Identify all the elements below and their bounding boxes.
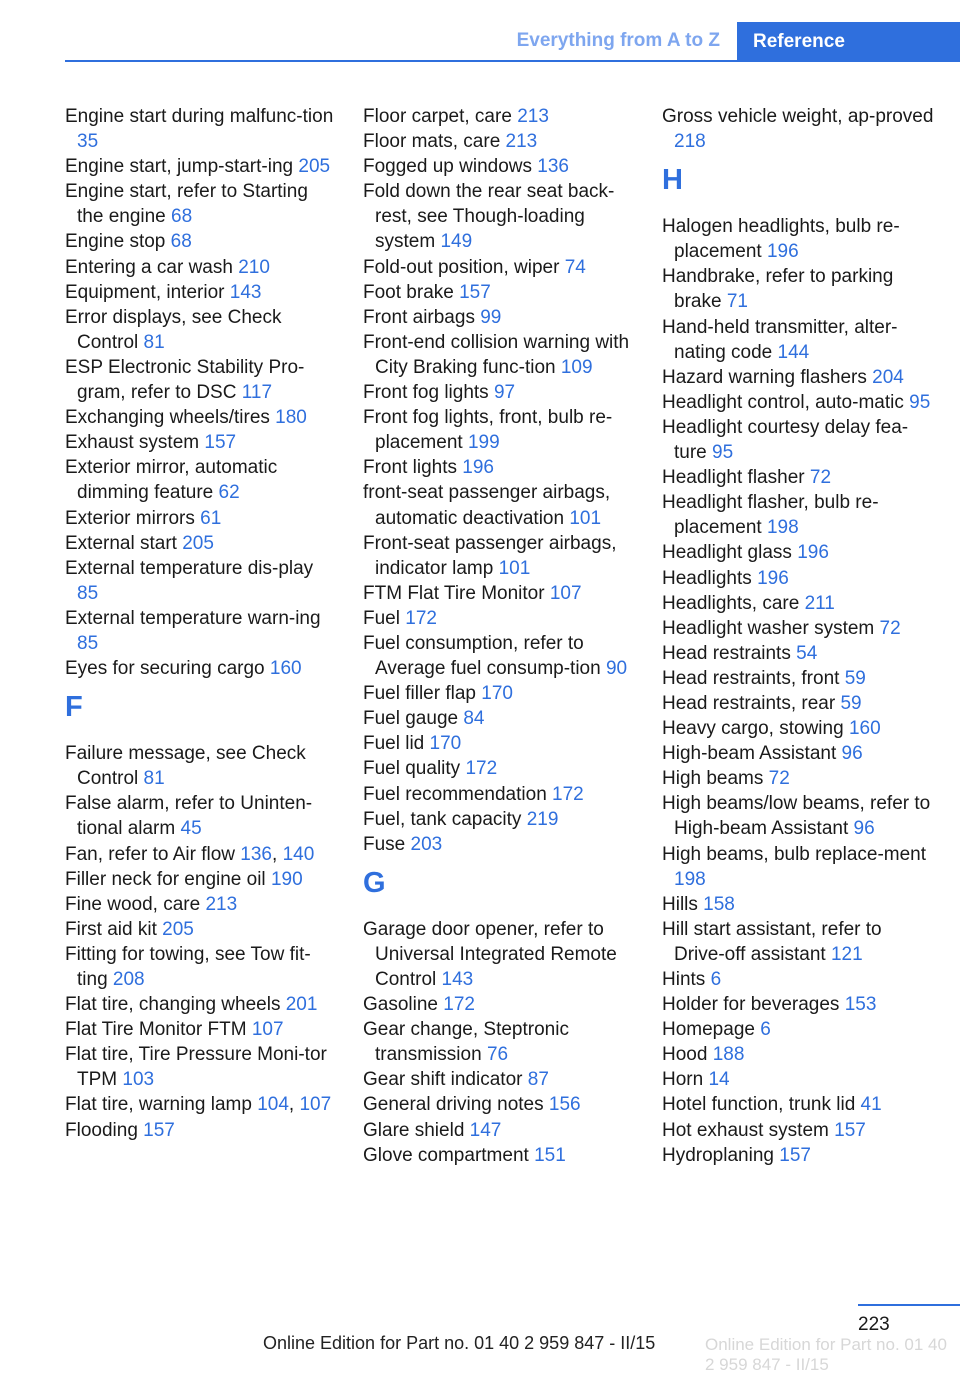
page-link[interactable]: 180 [275,407,307,429]
page-link[interactable]: 205 [298,156,331,178]
index-entry [662,842,934,892]
page-link[interactable]: 198 [766,517,799,539]
index-entry [65,656,337,681]
entry-text: False alarm, refer to Uninten-tional alarm [65,793,313,840]
index-entry [662,264,934,314]
entry-text: Front fog lights [363,382,489,404]
entry-text: Garage door opener, refer to Universal Integrated Remote Control [363,918,617,990]
index-entry [662,892,934,917]
entry-text: Flat tire, Tire Pressure Moni-tor TPM [65,1044,327,1091]
page-link[interactable]: 205 [162,918,194,940]
entry-text: Hood [662,1044,708,1066]
page-link[interactable]: 172 [443,994,475,1016]
page-link[interactable]: 157 [204,432,237,454]
page-link[interactable]: 95 [909,391,931,413]
page-link[interactable]: 196 [757,567,789,589]
section-letter: F [65,691,83,724]
index-entry [65,405,337,430]
entry-text: Hydroplaning [662,1144,774,1166]
index-entry [363,782,635,807]
index-entry [65,556,337,606]
entry-text: Horn [662,1069,704,1091]
page-link[interactable]: 54 [796,642,818,664]
entry-text: General driving notes [363,1094,544,1116]
entry-text: Filler neck for engine oil [65,868,266,890]
page-link[interactable]: 81 [143,768,165,790]
page-number: 223 [858,1314,890,1335]
entry-text: Holder for beverages [662,994,840,1016]
index-entry [662,967,934,992]
section-letter: G [363,866,386,899]
index-entry [65,791,337,841]
section-tab: Reference [737,22,960,62]
index-entry [363,1118,635,1143]
entry-text: Fuel lid [363,733,425,755]
entry-text: Gross vehicle weight, ap-proved [662,106,934,127]
page-link[interactable]: 211 [804,592,835,614]
entry-text: High beams, bulb replace-ment [662,843,927,865]
page-link[interactable]: 85 [77,582,99,604]
index-entry [363,731,635,756]
entry-text: Hints [662,969,706,990]
entry-text: Fan, refer to Air flow [65,843,236,865]
index-entry [65,154,337,179]
entry-text: Hand-held transmitter, alter-nating code [662,316,898,363]
entry-text: Gear shift indicator [363,1069,523,1091]
index-entry [65,1118,337,1143]
index-entry [662,104,934,154]
page-link[interactable]: 84 [463,708,485,730]
index-entry [363,531,635,581]
index-entry [65,104,337,154]
index-entry [363,154,635,179]
index-entry [662,415,934,465]
page-link[interactable]: 74 [564,256,586,278]
entry-text: Hot exhaust system [662,1119,829,1141]
index-entry [65,455,337,505]
entry-text: Flat tire, changing wheels [65,994,281,1016]
index-entry [662,791,934,841]
section-letter: H [662,164,683,197]
page-link[interactable]: 99 [480,306,502,328]
index-entry: Fan, refer to Air flow 136, 140 [65,843,315,865]
index-entry [662,1067,934,1092]
footer-rule [858,1304,960,1306]
entry-text: Front airbags [363,306,475,328]
page-link[interactable]: 149 [440,231,473,253]
page-link[interactable]: 41 [860,1094,882,1116]
page-link[interactable]: 6 [710,969,722,990]
index-entry [65,741,337,791]
entry-text: Exhaust system [65,432,200,454]
entry-text: High-beam Assistant [662,743,837,765]
entry-text: Front fog lights, front, bulb re-placement [363,407,613,454]
page-link[interactable]: 97 [493,382,516,404]
index-entry [363,756,635,781]
entry-text: External temperature warn-ing [65,607,321,629]
entry-text: Engine start, refer to Starting the engine [65,181,308,228]
index-entry [662,1143,934,1168]
index-entry [65,892,337,917]
entry-text: Headlight glass [662,542,792,564]
index-entry [363,832,635,857]
entry-text: Headlights, care [662,592,800,614]
index-entry [363,405,635,455]
entry-text: Fine wood, care [65,893,201,915]
page-link[interactable]: 213 [517,106,549,127]
index-entry [662,917,934,967]
index-entry [65,1017,337,1042]
index-column-3 [662,104,934,1168]
index-entry [363,606,635,631]
entry-text: Eyes for securing cargo [65,658,265,680]
page-link[interactable]: 72 [879,617,901,639]
index-entry [662,766,934,791]
page-link[interactable]: 208 [112,969,145,990]
index-entry [363,1067,635,1092]
page-link[interactable]: 188 [712,1044,745,1066]
page-link[interactable]: 68 [171,206,193,228]
page-link[interactable]: 121 [830,943,863,965]
index-entry [65,917,337,942]
index-entry [363,455,635,480]
index-entry [662,666,934,691]
entry-text: Fuel consumption, refer to Average fuel consump-tion [363,632,601,680]
page-link[interactable]: 201 [285,994,318,1016]
entry-text: Headlights [662,567,752,589]
index-entry [65,531,337,556]
index-entry [662,741,934,766]
page-link[interactable]: 160 [269,658,302,680]
page-link[interactable]: 87 [527,1069,549,1091]
entry-text: Homepage [662,1019,755,1041]
entry-text: Fogged up windows [363,156,532,178]
entry-text: Hotel function, trunk lid [662,1094,856,1116]
entry-text: Hills [662,893,698,915]
index-entry [363,681,635,706]
entry-text: Glove compartment [363,1144,529,1166]
page-link[interactable]: 160 [848,718,881,740]
entry-text: Front-seat passenger airbags, indicator lamp [363,532,617,579]
index-entry [662,1118,934,1143]
entry-text: Headlight flasher, bulb re-placement [662,492,879,539]
index-entry [65,430,337,455]
entry-text: Glare shield [363,1119,465,1141]
index-entry [65,305,337,355]
page-link[interactable]: 199 [467,432,500,454]
page-link[interactable]: 71 [726,291,748,313]
page-link[interactable]: 147 [469,1119,502,1141]
page-link[interactable]: 90 [605,658,628,680]
page-link[interactable]: 204 [872,366,904,388]
index-entry [363,631,635,681]
entry-text: Handbrake, refer to parking brake [662,266,894,313]
page-link[interactable]: 210 [238,256,270,278]
index-entry [662,1042,934,1067]
index-entry [65,992,337,1017]
page-link[interactable]: 157 [834,1119,866,1141]
index-entry [662,616,934,641]
page-link[interactable]: 213 [205,893,238,915]
index-entry [65,229,337,254]
index-entry [662,591,934,616]
entry-text: FTM Flat Tire Monitor [363,582,545,604]
page-link[interactable]: 72 [809,467,832,489]
entry-text: Headlight washer system [662,617,875,639]
index-entry [65,942,337,992]
page-link[interactable]: 196 [797,542,829,564]
index-entry [65,255,337,280]
index-entry [662,540,934,565]
index-entry [65,179,337,229]
entry-text: High beams [662,768,764,790]
page-link[interactable]: 219 [526,808,559,830]
entry-text: Fuel [363,607,400,629]
page-link[interactable]: 172 [465,758,498,780]
page-link[interactable]: 61 [200,507,222,529]
entry-text: Exterior mirror, automatic dimming feature [65,457,278,504]
page-link[interactable]: 172 [552,783,584,805]
page-link[interactable]: 95 [712,442,734,464]
entry-text: Foot brake [363,281,454,303]
index-entry [65,355,337,405]
entry-text: Head restraints, rear [662,692,836,714]
page-link[interactable]: 170 [481,683,513,705]
index-column-2 [363,104,635,1168]
entry-text: External temperature dis-play [65,557,314,579]
index-entry [662,641,934,666]
page-link[interactable]: 81 [143,331,165,353]
entry-text: Entering a car wash [65,256,233,278]
page-link[interactable]: 101 [569,507,602,529]
entry-text: Fitting for towing, see Tow fit-ting [65,943,311,990]
entry-text: Exchanging wheels/tires [65,407,270,429]
entry-text: Front-end collision warning with City Braking func-tion [363,331,630,378]
entry-text: Fuel filler flap [363,683,476,705]
entry-text: Engine start during malfunc-tion [65,106,334,127]
page-link[interactable]: 6 [760,1019,771,1041]
page-link[interactable]: 45 [180,818,202,840]
index-entry [363,280,635,305]
page-link[interactable]: 35 [77,131,99,153]
index-entry [363,305,635,330]
page-link[interactable]: 190 [270,868,303,890]
entry-text: Heavy cargo, stowing [662,718,844,740]
index-entry: Flat tire, warning lamp 104, 107 [65,1094,332,1116]
index-entry [662,315,934,365]
entry-text: Fuel gauge [363,708,459,730]
page-link[interactable]: 140 [282,843,315,865]
index-entry [662,1017,934,1042]
page-link[interactable]: 107 [549,582,582,604]
index-entry [65,867,337,892]
page-link[interactable]: 151 [534,1144,566,1166]
entry-text: Headlight courtesy delay fea-ture [662,416,909,464]
index-entry [363,706,635,731]
entry-text: Hazard warning flashers [662,366,867,388]
entry-text: Flat tire, warning lamp [65,1094,252,1116]
index-entry [65,606,337,656]
page-link[interactable]: 109 [560,356,593,378]
index-entry [662,716,934,741]
index-entry [662,365,934,390]
page-link[interactable]: 117 [241,382,273,404]
page-link[interactable]: 143 [229,281,262,303]
entry-text: Error displays, see Check Control [65,306,282,353]
entry-text: Floor carpet, care [363,106,512,127]
page-link[interactable]: 14 [708,1069,730,1091]
entry-text: First aid kit [65,918,157,940]
page-link[interactable]: 170 [429,733,462,755]
page-link[interactable]: 68 [170,231,192,253]
page-link[interactable]: 218 [674,131,706,153]
entry-text: Exterior mirrors [65,507,195,529]
index-entry [662,691,934,716]
page-link[interactable]: 136 [240,843,272,865]
header-rule [65,60,960,62]
watermark: Online Edition for Part no. 01 40 2 959 847 - II/15 [705,1335,947,1374]
page-link[interactable]: 96 [841,743,863,765]
page-link[interactable]: 203 [410,833,443,855]
entry-text: Halogen headlights, bulb re-placement [662,216,900,263]
index-entry [363,330,635,380]
entry-text: Engine start, jump-start-ing [65,156,294,178]
entry-text: Fuel quality [363,758,461,780]
index-entry [363,129,635,154]
index-entry [363,992,635,1017]
index-entry [363,179,635,254]
index-entry [662,1092,934,1117]
page-link[interactable]: 104 [257,1094,289,1116]
page-link[interactable]: 157 [143,1119,175,1141]
entry-text: front-seat passenger airbags, automatic deactivation [363,482,611,529]
page-link[interactable]: 196 [462,457,494,479]
page-link[interactable]: 72 [768,768,790,790]
index-entry [363,1092,635,1117]
footer-edition: Online Edition for Part no. 01 40 2 959 847 - II/15 [263,1333,656,1353]
entry-text: Equipment, interior [65,281,225,303]
page-link[interactable]: 103 [122,1069,155,1091]
entry-text: Fuel recommendation [363,783,547,805]
entry-text: Failure message, see Check Control [65,743,306,790]
page-link[interactable]: 156 [548,1094,581,1116]
entry-text: Flooding [65,1119,138,1141]
entry-text: Headlight flasher [662,467,805,489]
page-link[interactable]: 96 [853,818,875,840]
page-link[interactable]: 172 [405,607,437,629]
index-entry [662,390,934,415]
index-entry [65,506,337,531]
page-link[interactable]: 59 [840,692,862,714]
page-link[interactable]: 205 [182,532,214,554]
page-link[interactable]: 144 [777,341,810,363]
page-link[interactable]: 107 [251,1019,284,1041]
chapter-title: Everything from A to Z [516,30,720,51]
entry-text: ESP Electronic Stability Pro-gram, refer to DSC [65,356,305,404]
index-entry [662,566,934,591]
page-link[interactable]: 198 [674,868,706,890]
entry-text: Head restraints, front [662,667,840,689]
page-link[interactable]: 76 [486,1044,509,1066]
index-entry [363,480,635,530]
entry-text: Front lights [363,457,457,479]
page-link[interactable]: 157 [779,1144,811,1166]
index-entry [65,1042,337,1092]
entry-text: Headlight control, auto-matic [662,391,904,413]
page-link[interactable]: 59 [844,667,866,689]
page-link[interactable]: 157 [459,281,491,303]
index-entry [363,917,635,992]
page-link[interactable]: 143 [441,969,474,990]
index-entry [363,1017,635,1067]
index-entry [662,214,934,264]
index-column-1 [65,104,337,1143]
entry-text: Head restraints [662,642,791,664]
page-link[interactable]: 196 [766,241,799,263]
entry-text: Gasoline [363,994,438,1016]
entry-text: High beams/low beams, refer to High-beam Assistant [662,793,931,840]
entry-text: Engine stop [65,231,166,253]
index-entry [363,807,635,832]
entry-text: Fuse [363,833,406,855]
page-link[interactable]: 136 [537,156,569,178]
index-entry [363,581,635,606]
index-entry [662,992,934,1017]
index-entry [363,1143,635,1168]
page-link[interactable]: 153 [844,994,877,1016]
entry-text: External start [65,532,177,554]
page-link[interactable]: 62 [218,482,240,504]
index-entry [65,280,337,305]
page-link[interactable]: 101 [498,557,531,579]
page-header [0,0,960,62]
entry-text: Hill start assistant, refer to Drive-off assistant [662,918,882,965]
index-entry [363,380,635,405]
page-link[interactable]: 85 [77,632,99,654]
entry-text: Fold down the rear seat back-rest, see Though-loading system [363,181,615,253]
index-entry [363,255,635,280]
entry-text: Floor mats, care [363,131,501,153]
index-entry [662,465,934,490]
entry-text: Fuel, tank capacity [363,808,522,830]
page-link[interactable]: 213 [505,131,538,153]
index-entry [662,490,934,540]
index-entry [363,104,635,129]
entry-text: Flat Tire Monitor FTM [65,1019,247,1041]
page-link[interactable]: 158 [703,893,735,915]
entry-text: Fold-out position, wiper [363,256,560,278]
entry-text: Gear change, Steptronic transmission [363,1019,569,1066]
page-link[interactable]: 107 [299,1094,332,1116]
